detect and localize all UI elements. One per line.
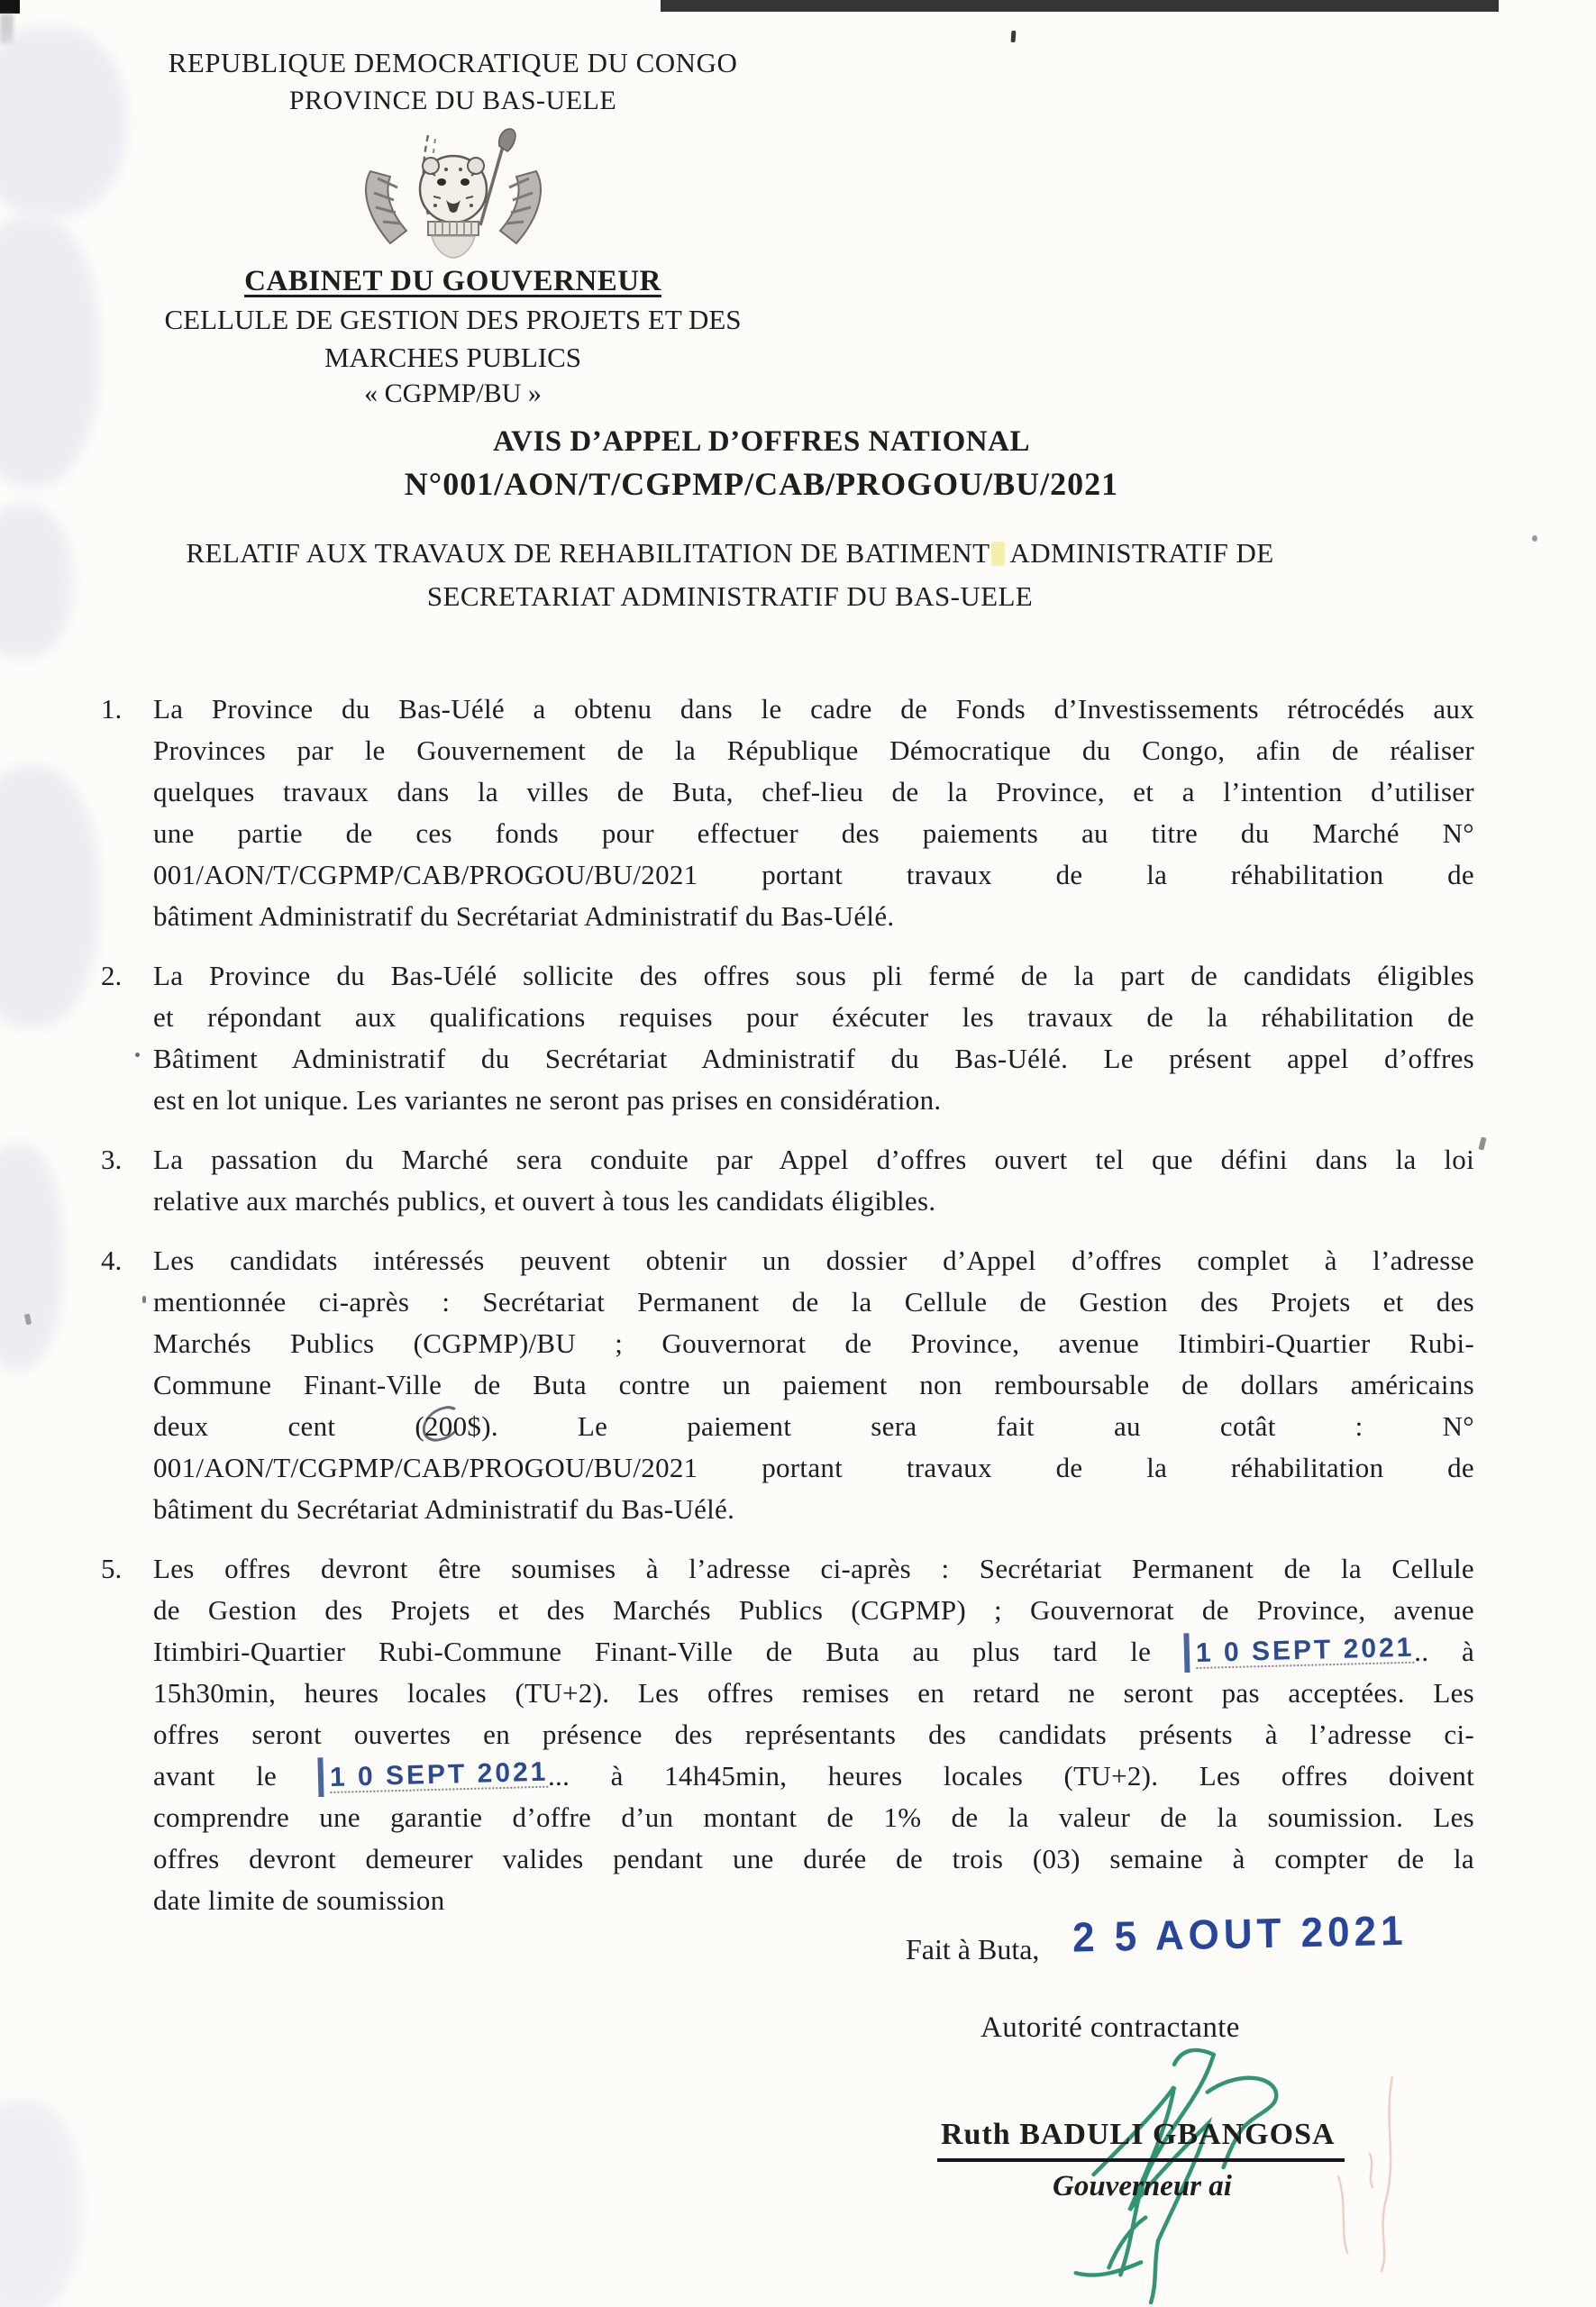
- place-and-date-line: Fait à Buta,: [906, 1933, 1040, 1965]
- scan-artifact-top-bar: [661, 0, 1499, 12]
- line-post: ... à 14h45min, heures locales (TU+2). Les offres doivent: [548, 1760, 1474, 1792]
- list-item-3: [101, 1139, 1474, 1222]
- list-item-5: [101, 1548, 1474, 1921]
- text-line: Commune Finant-Ville de Buta contre un paiement non remboursable de dollars américains: [153, 1369, 1474, 1400]
- drc-coat-of-arms-icon: [345, 124, 561, 260]
- text-line: comprendre une garantie d’offre d’un montant de 1% de la valeur de la soumission. Les: [153, 1801, 1474, 1833]
- date-stamp-sept-icon: 1 0 SEPT 2021: [317, 1755, 549, 1797]
- text-line: La Province du Bas-Uélé sollicite des offres sous pli fermé de la part de candidats éligibles: [153, 960, 1474, 991]
- text-line-with-stamp: [153, 1631, 1474, 1673]
- scan-smudge: [0, 1144, 63, 1370]
- list-item-4: [101, 1240, 1474, 1530]
- signatory-title: Autorité contractante: [980, 2011, 1240, 2044]
- signatory-name: Ruth BADULI GBANGOSA: [937, 2118, 1345, 2162]
- list-number: 5.: [101, 1553, 123, 1584]
- text-line: 001/AON/T/CGPMP/CAB/PROGOU/BU/2021 portant travaux de la réhabilitation de: [153, 1452, 1474, 1483]
- list-item-1: [101, 688, 1474, 937]
- notice-reference-number: N°001/AON/T/CGPMP/CAB/PROGOU/BU/2021: [404, 466, 1119, 502]
- text-line-with-stamp: [153, 1755, 1474, 1797]
- text-line: 15h30min, heures locales (TU+2). Les offres remises en retard ne seront pas acceptées. Les: [153, 1677, 1474, 1709]
- text-line: Marchés Publics (CGPMP)/BU ; Gouvernorat de Province, avenue Itimbiri-Quartier Rubi-: [153, 1327, 1474, 1359]
- text-line: mentionnée ci-après : Secrétariat Permanent de la Cellule de Gestion des Projets et des: [153, 1286, 1474, 1318]
- notice-title-block: [311, 425, 1212, 503]
- text-line: 001/AON/T/CGPMP/CAB/PROGOU/BU/2021 portant travaux de la réhabilitation de: [153, 859, 1474, 890]
- list-number: 4.: [101, 1245, 123, 1276]
- text-line: offres seront ouvertes en présence des représentants des candidats présents à l’adresse ci-: [153, 1719, 1474, 1750]
- document-body: [101, 688, 1474, 1939]
- scan-speck: [1532, 535, 1537, 542]
- notice-subject: [162, 537, 1298, 613]
- scan-speck: [1478, 1136, 1486, 1150]
- country-title: REPUBLIQUE DEMOCRATIQUE DU CONGO: [168, 47, 738, 78]
- list-item-2: [101, 955, 1474, 1121]
- corrected-amount: 200$: [424, 1406, 481, 1447]
- line-pre: avant le: [153, 1760, 318, 1792]
- unit-line2: MARCHES PUBLICS: [324, 342, 582, 373]
- unit-abbreviation: « CGPMP/BU »: [364, 378, 542, 408]
- text-line: quelques travaux dans la villes de Buta, chef-lieu de la Province, et a l’intention d’utiliser: [153, 776, 1474, 807]
- text-line: Provinces par le Gouvernement de la République Démocratique du Congo, afin de réaliser: [153, 734, 1474, 766]
- ink-smudge-marks: [1284, 2068, 1419, 2275]
- text-line: date limite de soumission: [153, 1884, 445, 1916]
- text-line: une partie de ces fonds pour effectuer des paiements au titre du Marché N°: [153, 817, 1474, 849]
- list-number: 1.: [101, 693, 123, 725]
- line-post: ). Le paiement sera fait au cotât : N°: [481, 1410, 1474, 1442]
- unit-line1: CELLULE DE GESTION DES PROJETS ET DES: [164, 304, 742, 335]
- office-title: CABINET DU GOUVERNEUR: [244, 265, 661, 297]
- highlight-mark: [991, 542, 1005, 566]
- signatory-function: Gouverneur ai: [1053, 2170, 1232, 2202]
- scan-smudge: [0, 505, 72, 658]
- text-line-with-correction: [153, 1406, 1474, 1447]
- text-line: bâtiment Administratif du Secrétariat Administratif du Bas-Uélé.: [153, 900, 895, 932]
- text-line: Bâtiment Administratif du Secrétariat Administratif du Bas-Uélé. Le présent appel d’offres: [153, 1043, 1474, 1074]
- scan-smudge: [0, 766, 99, 1027]
- subject-line1-a: RELATIF AUX TRAVAUX DE REHABILITATION DE BATIMENT: [186, 537, 990, 569]
- letterhead: [158, 47, 748, 409]
- text-line: La passation du Marché sera conduite par Appel d’offres ouvert tel que défini dans la loi: [153, 1144, 1474, 1175]
- line-post: .. à: [1414, 1636, 1474, 1667]
- line-pre: Itimbiri-Quartier Rubi-Commune Finant-Ville de Buta au plus tard le: [153, 1636, 1184, 1667]
- scan-smudge: [0, 216, 99, 487]
- scan-smudge: [0, 27, 126, 216]
- text-line: bâtiment du Secrétariat Administratif du Bas-Uélé.: [153, 1493, 735, 1525]
- text-line: est en lot unique. Les variantes ne seront pas prises en considération.: [153, 1084, 942, 1116]
- text-line: Les offres devront être soumises à l’adresse ci-après : Secrétariat Permanent de la Cellule: [153, 1553, 1474, 1584]
- text-line: et répondant aux qualifications requises pour éxécuter les travaux de la réhabilitation de: [153, 1001, 1474, 1033]
- notice-title: AVIS D’APPEL D’OFFRES NATIONAL: [493, 425, 1030, 458]
- subject-line1-b: ADMINISTRATIF DE: [1009, 537, 1274, 569]
- scan-speck: [1011, 31, 1017, 42]
- text-line: relative aux marchés publics, et ouvert à tous les candidats éligibles.: [153, 1185, 936, 1217]
- text-line: de Gestion des Projets et des Marchés Publics (CGPMP) ; Gouvernorat de Province, avenue: [153, 1594, 1474, 1626]
- list-number: 3.: [101, 1144, 123, 1175]
- date-stamp-sept-icon: 1 0 SEPT 2021: [1183, 1631, 1415, 1673]
- text-line: La Province du Bas-Uélé a obtenu dans le cadre de Fonds d’Investissements rétrocédés aux: [153, 693, 1474, 725]
- text-line: offres devront demeurer valides pendant une durée de trois (03) semaine à compter de la: [153, 1843, 1474, 1874]
- date-stamp-aout-icon: 2 5 AOUT 2021: [1072, 1907, 1409, 1962]
- subject-line2: SECRETARIAT ADMINISTRATIF DU BAS-UELE: [426, 580, 1034, 612]
- line-pre: deux cent (: [153, 1410, 424, 1442]
- province-title: PROVINCE DU BAS-UELE: [288, 86, 617, 115]
- text-line: Les candidats intéressés peuvent obtenir un dossier d’Appel d’offres complet à l’adresse: [153, 1245, 1474, 1276]
- list-number: 2.: [101, 960, 123, 991]
- scan-smudge: [0, 2100, 81, 2307]
- scan-artifact-corner-mark: [0, 0, 20, 14]
